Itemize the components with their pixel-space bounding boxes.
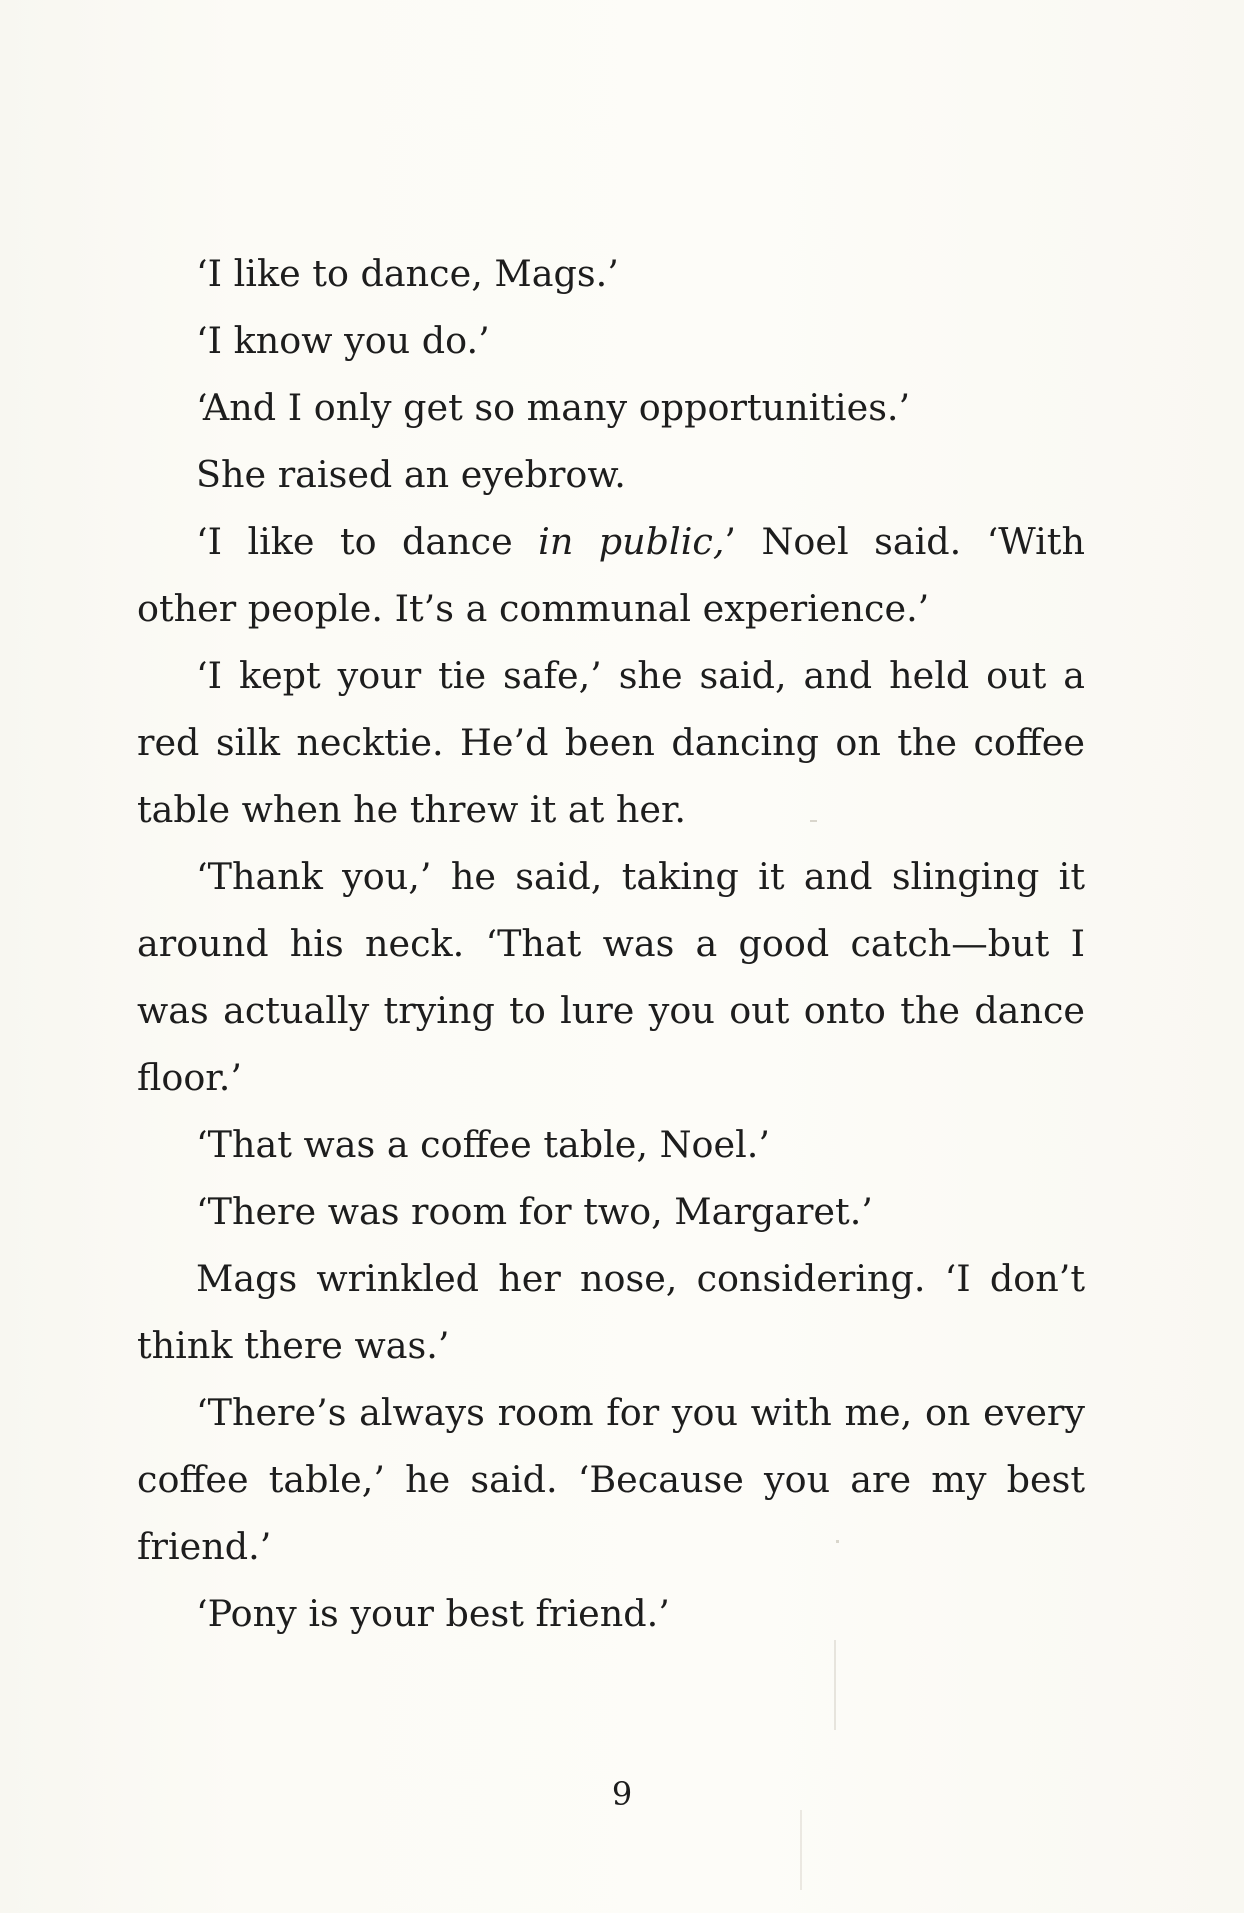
scan-fold-line: [834, 1640, 836, 1730]
paragraph: Mags wrinkled her nose, considering. ‘I don’t think there was.’: [137, 1257, 1085, 1367]
paragraph: [137, 508, 1085, 642]
paragraph: ‘And I only get so many opportunities.’: [196, 386, 911, 429]
paragraph: ‘There was room for two, Margaret.’: [196, 1190, 873, 1233]
page-number: 9: [611, 1775, 633, 1813]
paragraph: ‘Pony is your best friend.’: [196, 1592, 670, 1635]
paragraph: She raised an eyebrow.: [196, 453, 626, 496]
paragraph: ‘There’s always room for you with me, on every coffee table,’ he said. ‘Because you are my best friend.’: [137, 1391, 1085, 1568]
italic-emphasis: in public,: [538, 520, 725, 563]
paragraph: ‘I know you do.’: [196, 319, 490, 362]
scan-fold-line: [800, 1810, 802, 1890]
paragraph: ‘That was a coffee table, Noel.’: [196, 1123, 771, 1166]
paragraph: ‘I kept your tie safe,’ she said, and held out a red silk necktie. He’d been dancing on the coffee table when he threw it at her.: [137, 654, 1085, 831]
paragraph: ‘Thank you,’ he said, taking it and slinging it around his neck. ‘That was a good catch—but I was actually trying to lure you out onto the dance floor.’: [137, 855, 1085, 1099]
paragraph: ‘I like to dance, Mags.’: [196, 252, 619, 295]
paragraph-text: ‘I like to dance: [196, 520, 539, 563]
page-body-text: [137, 240, 1085, 1647]
paragraph-text: ’ Noel said. ‘With other people. It’s a communal experience.’: [137, 520, 1085, 630]
